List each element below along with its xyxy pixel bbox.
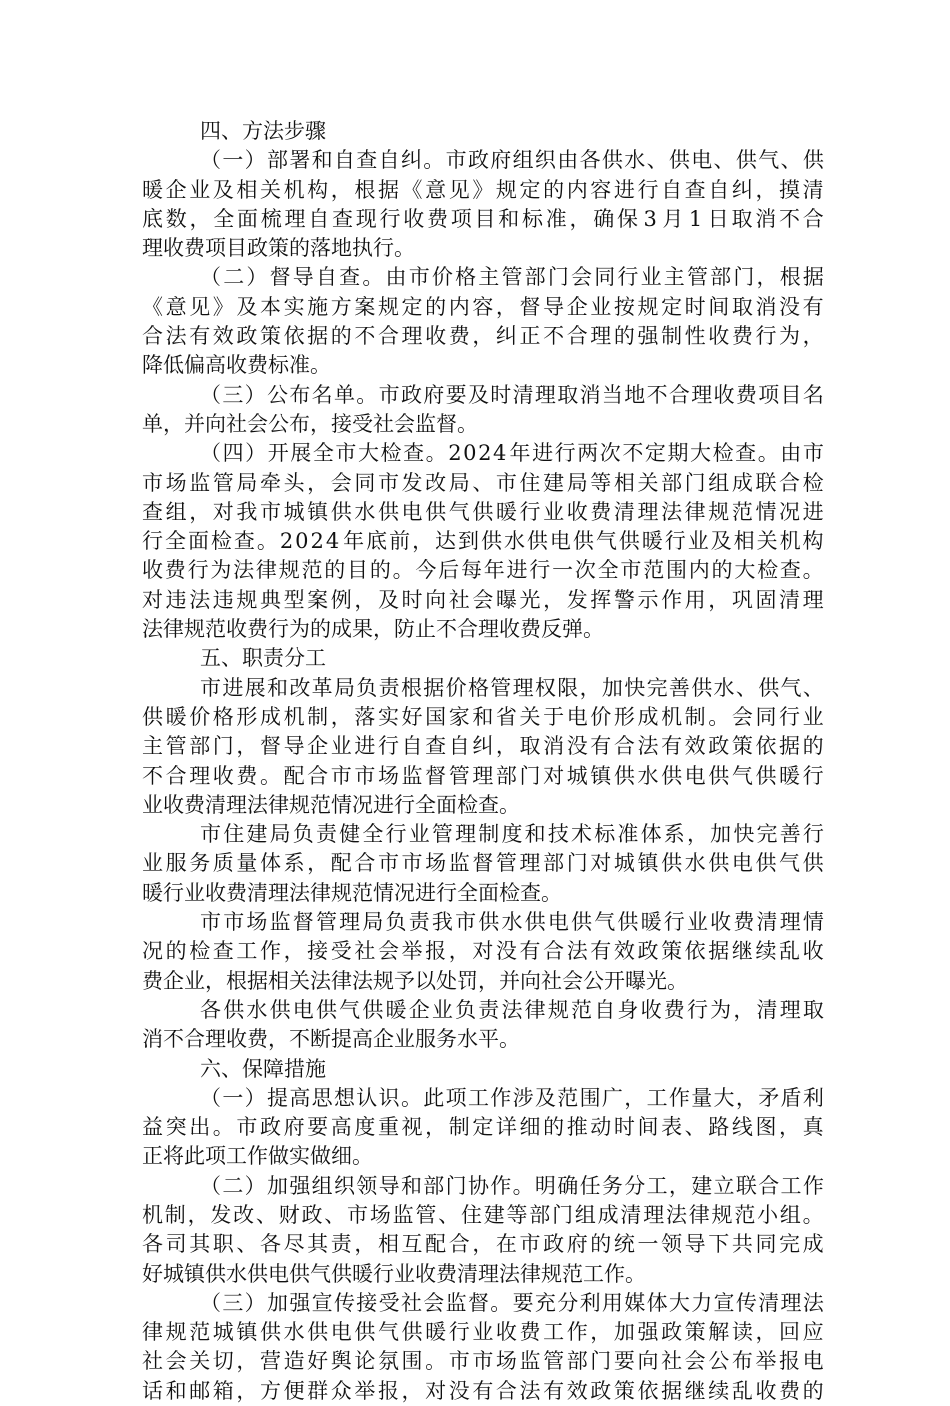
text-line: 主 管 部 门 ， 督 导 企 业 进 行 自 查 自 纠 ， 取 消 没 有 合 法 有 效 政 策 依 据 的 <box>142 734 824 759</box>
text-line: （ 二 ） 加 强 组 织 领 导 和 部 门 协 作 。 明 确 任 务 分 工 ， 建 立 联 合 工 作 <box>200 1173 824 1198</box>
text-line: 社 会 关 切 ， 营 造 好 舆 论 氛 围 。 市 市 场 监 管 部 门 要 向 社 会 公 布 举 报 电 <box>142 1349 824 1374</box>
text-line: （ 一 ） 部 署 和 自 查 自 纠 。 市 政 府 组 织 由 各 供 水 、 供 电 、 供 气 、 供 <box>200 148 824 173</box>
section-heading: 五、职责分工 <box>200 646 326 671</box>
text-line: 法律规范收费行为的成果，防止不合理收费反弹。 <box>142 617 604 642</box>
text-line: 查 组 ， 对 我 市 城 镇 供 水 供 电 供 气 供 暖 行 业 收 费 清 理 法 律 规 范 情 况 进 <box>142 499 824 524</box>
text-line: 理收费项目政策的落地执行。 <box>142 236 415 261</box>
text-line: 市 场 监 管 局 牵 头 ， 会 同 市 发 改 局 、 市 住 建 局 等 相 关 部 门 组 成 联 合 检 <box>142 470 824 495</box>
text-line: （ 一 ） 提 高 思 想 认 识 。 此 项 工 作 涉 及 范 围 广 ， 工 作 量 大 ， 矛 盾 利 <box>200 1085 824 1110</box>
text-line: 单，并向社会公布，接受社会监督。 <box>142 411 478 436</box>
text-line: 费企业，根据相关法律法规予以处罚，并向社会公开曝光。 <box>142 968 688 993</box>
text-line: （ 四 ） 开 展 全 市 大 检 查 。 2 0 2 4 年 进 行 两 次 不 定 期 大 检 查 。 由 市 <box>200 441 824 466</box>
text-line: 好城镇供水供电供气供暖行业收费清理法律规范工作。 <box>142 1261 646 1286</box>
text-line: （ 二 ） 督 导 自 查 。 由 市 价 格 主 管 部 门 会 同 行 业 主 管 部 门 ， 根 据 <box>200 265 824 290</box>
text-line: 底 数 ， 全 面 梳 理 自 查 现 行 收 费 项 目 和 标 准 ， 确 保 3 月 1 日 取 消 不 合 <box>142 206 824 231</box>
text-line: 消不合理收费，不断提高企业服务水平。 <box>142 1027 520 1052</box>
text-line: 行 全 面 检 查 。 2 0 2 4 年 底 前 ， 达 到 供 水 供 电 供 气 供 暖 行 业 及 相 关 机 构 <box>142 529 824 554</box>
text-line: 合 法 有 效 政 策 依 据 的 不 合 理 收 费 ， 纠 正 不 合 理 的 强 制 性 收 费 行 为 ， <box>142 324 824 349</box>
text-line: 降低偏高收费标准。 <box>142 353 331 378</box>
text-line: 况 的 检 查 工 作 ， 接 受 社 会 举 报 ， 对 没 有 合 法 有 效 政 策 依 据 继 续 乱 收 <box>142 939 824 964</box>
text-line: 供 暖 价 格 形 成 机 制 ， 落 实 好 国 家 和 省 关 于 电 价 形 成 机 制 。 会 同 行 业 <box>142 704 824 729</box>
text-line: 《 意 见 》 及 本 实 施 方 案 规 定 的 内 容 ， 督 导 企 业 按 规 定 时 间 取 消 没 有 <box>142 294 824 319</box>
text-line: 对 违 法 违 规 典 型 案 例 ， 及 时 向 社 会 曝 光 ， 发 挥 警 示 作 用 ， 巩 固 清 理 <box>142 587 824 612</box>
text-line: 业 服 务 质 量 体 系 ， 配 合 市 市 场 监 督 管 理 部 门 对 城 镇 供 水 供 电 供 气 供 <box>142 851 824 876</box>
text-line: 暖 企 业 及 相 关 机 构 ， 根 据 《 意 见 》 规 定 的 内 容 进 行 自 查 自 纠 ， 摸 清 <box>142 177 824 202</box>
text-line: 律 规 范 城 镇 供 水 供 电 供 气 供 暖 行 业 收 费 工 作 ， 加 强 政 策 解 读 ， 回 应 <box>142 1320 824 1345</box>
text-line: 不 合 理 收 费 。 配 合 市 市 场 监 督 管 理 部 门 对 城 镇 供 水 供 电 供 气 供 暖 行 <box>142 763 824 788</box>
text-line: 话 和 邮 箱 ， 方 便 群 众 举 报 ， 对 没 有 合 法 有 效 政 策 依 据 继 续 乱 收 费 的 <box>142 1378 824 1403</box>
section-heading: 六、保障措施 <box>200 1056 326 1081</box>
text-line: 机 制 ， 发 改 、 财 政 、 市 场 监 管 、 住 建 等 部 门 组 成 清 理 法 律 规 范 小 组 。 <box>142 1202 824 1227</box>
text-line: 各 供 水 供 电 供 气 供 暖 企 业 负 责 法 律 规 范 自 身 收 费 行 为 ， 清 理 取 <box>200 997 824 1022</box>
text-line: 正将此项工作做实做细。 <box>142 1144 373 1169</box>
text-line: 市 住 建 局 负 责 健 全 行 业 管 理 制 度 和 技 术 标 准 体 系 ， 加 快 完 善 行 <box>200 822 824 847</box>
document-page <box>142 117 824 1406</box>
text-line: 益 突 出 。 市 政 府 要 高 度 重 视 ， 制 定 详 细 的 推 动 时 间 表 、 路 线 图 ， 真 <box>142 1115 824 1140</box>
text-line: 暖行业收费清理法律规范情况进行全面检查。 <box>142 880 562 905</box>
text-line: 市 市 场 监 督 管 理 局 负 责 我 市 供 水 供 电 供 气 供 暖 行 业 收 费 清 理 情 <box>200 910 824 935</box>
section-heading: 四、方法步骤 <box>200 119 326 143</box>
text-line: 业收费清理法律规范情况进行全面检查。 <box>142 792 520 817</box>
text-line: （ 三 ） 加 强 宣 传 接 受 社 会 监 督 。 要 充 分 利 用 媒 体 大 力 宣 传 清 理 法 <box>200 1290 824 1315</box>
text-line: 各 司 其 职 、 各 尽 其 责 ， 相 互 配 合 ， 在 市 政 府 的 统 一 领 导 下 共 同 完 成 <box>142 1232 824 1257</box>
text-line: （ 三 ） 公 布 名 单 。 市 政 府 要 及 时 清 理 取 消 当 地 不 合 理 收 费 项 目 名 <box>200 382 824 407</box>
text-line: 收 费 行 为 法 律 规 范 的 目 的 。 今 后 每 年 进 行 一 次 全 市 范 围 内 的 大 检 查 。 <box>142 558 824 583</box>
text-line: 市 进 展 和 改 革 局 负 责 根 据 价 格 管 理 权 限 ， 加 快 完 善 供 水 、 供 气 、 <box>200 675 824 700</box>
